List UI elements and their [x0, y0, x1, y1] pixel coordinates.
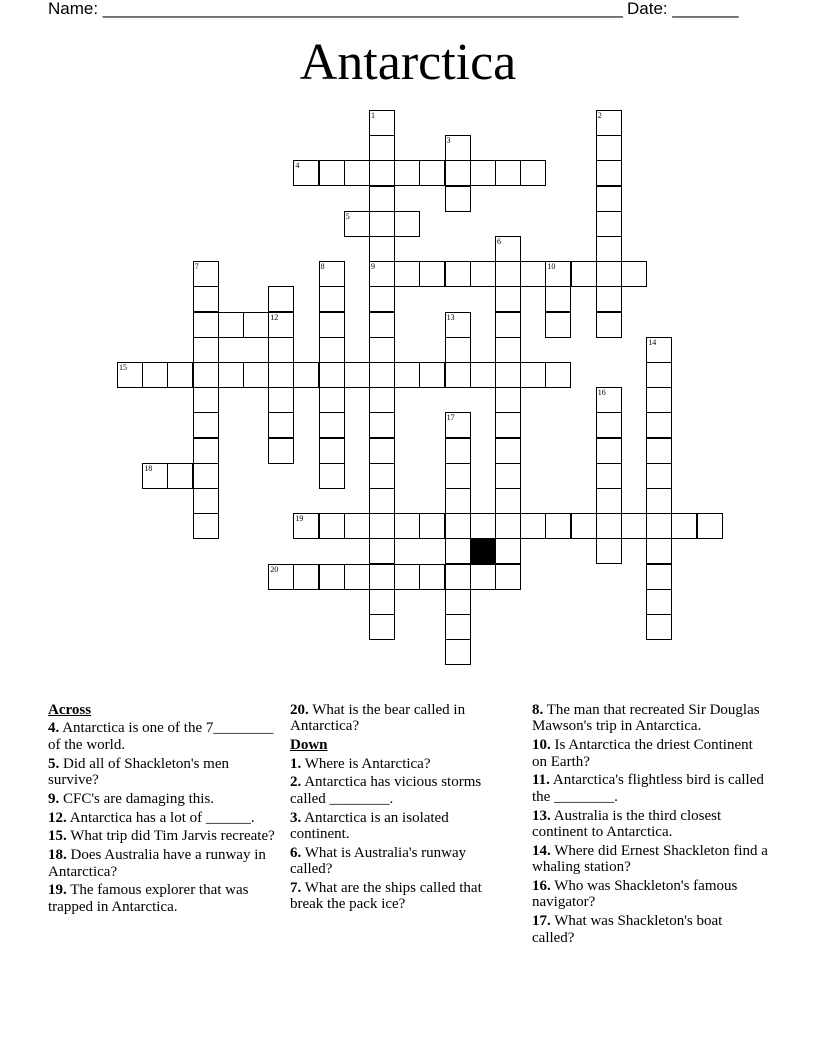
grid-cell[interactable]: [545, 362, 571, 388]
down-clue-13: 13. Australia is the third closest continent to Antarctica.: [532, 807, 722, 841]
grid-cell[interactable]: [596, 186, 622, 212]
grid-cell[interactable]: [646, 513, 672, 539]
clue-number: 16: [597, 388, 606, 398]
grid-cell[interactable]: [394, 211, 420, 237]
down-clue-6: 6. What is Australia's runway called?: [290, 844, 467, 878]
grid-cell[interactable]: [293, 564, 319, 590]
grid-cell[interactable]: [596, 236, 622, 262]
grid-cell[interactable]: [596, 312, 622, 338]
grid-cell[interactable]: [193, 488, 219, 514]
grid-cell[interactable]: [495, 337, 521, 363]
grid-cell[interactable]: [268, 412, 294, 438]
grid-cell[interactable]: [369, 236, 395, 262]
clues-column-1: [48, 702, 278, 918]
grid-cell[interactable]: [596, 160, 622, 186]
grid-cell[interactable]: [646, 362, 672, 388]
grid-cell[interactable]: [369, 564, 395, 590]
grid-cell[interactable]: [445, 186, 471, 212]
grid-cell[interactable]: [470, 564, 496, 590]
black-cell: [470, 538, 496, 564]
grid-cell[interactable]: [646, 438, 672, 464]
clue-number: 2: [597, 111, 602, 120]
grid-cell[interactable]: [268, 286, 294, 312]
grid-cell[interactable]: [445, 614, 471, 640]
grid-cell[interactable]: [394, 564, 420, 590]
grid-cell[interactable]: [419, 564, 445, 590]
grid-cell[interactable]: [369, 286, 395, 312]
clue-number: 12: [270, 312, 279, 322]
grid-cell[interactable]: [344, 513, 370, 539]
grid-cell[interactable]: [495, 538, 521, 564]
grid-cell[interactable]: [596, 286, 622, 312]
grid-cell[interactable]: [218, 312, 244, 338]
grid-cell[interactable]: [344, 564, 370, 590]
grid-cell[interactable]: [369, 261, 395, 287]
across-heading: Across: [48, 702, 92, 718]
grid-cell[interactable]: [495, 438, 521, 464]
grid-cell[interactable]: [596, 387, 622, 413]
grid-cell[interactable]: [445, 463, 471, 489]
grid-cell[interactable]: [218, 362, 244, 388]
grid-cell[interactable]: [445, 362, 471, 388]
grid-cell[interactable]: [319, 463, 345, 489]
grid-cell[interactable]: [571, 513, 597, 539]
grid-cell[interactable]: [193, 513, 219, 539]
across-clue-5: 5. Did all of Shackleton's men survive?: [48, 755, 230, 789]
grid-cell[interactable]: [293, 160, 319, 186]
across-clue-18: 18. Does Australia have a runway in Antarctica?: [48, 847, 266, 880]
clue-number: 20: [270, 564, 279, 574]
grid-cell[interactable]: [495, 362, 521, 388]
grid-cell[interactable]: [445, 412, 471, 438]
grid-cell[interactable]: [369, 463, 395, 489]
grid-cell[interactable]: [596, 488, 622, 514]
grid-cell[interactable]: [470, 513, 496, 539]
clue-number: 14: [648, 337, 657, 347]
grid-cell[interactable]: [671, 513, 697, 539]
down-clue-2: 2. Antarctica has vicious storms called ________.: [290, 774, 482, 807]
grid-cell[interactable]: [268, 362, 294, 388]
grid-cell[interactable]: [495, 236, 521, 262]
grid-cell[interactable]: [369, 538, 395, 564]
down-clue-10: 10. Is Antarctica the driest Continent on Earth?: [532, 737, 753, 770]
grid-cell[interactable]: [646, 564, 672, 590]
grid-cell[interactable]: [646, 337, 672, 363]
grid-cell[interactable]: [193, 362, 219, 388]
grid-cell[interactable]: [193, 337, 219, 363]
grid-cell[interactable]: [545, 513, 571, 539]
grid-cell[interactable]: [369, 312, 395, 338]
grid-cell[interactable]: [293, 362, 319, 388]
grid-cell[interactable]: [193, 463, 219, 489]
grid-cell[interactable]: [520, 160, 546, 186]
clue-number: 18: [144, 463, 153, 473]
clue-number: 13: [446, 312, 455, 322]
grid-cell[interactable]: [369, 160, 395, 186]
grid-cell[interactable]: [596, 412, 622, 438]
grid-cell[interactable]: [445, 438, 471, 464]
grid-cell[interactable]: [243, 362, 269, 388]
down-heading: Down: [290, 737, 328, 754]
down-clue-7: 7. What are the ships called that break the pack ice?: [290, 880, 482, 913]
grid-cell[interactable]: [596, 513, 622, 539]
clue-number: 9: [371, 262, 375, 272]
grid-cell[interactable]: [369, 438, 395, 464]
grid-cell[interactable]: [495, 564, 521, 590]
grid-cell[interactable]: [596, 211, 622, 237]
grid-cell[interactable]: [445, 538, 471, 564]
grid-cell[interactable]: [545, 312, 571, 338]
grid-cell[interactable]: [495, 286, 521, 312]
down-clue-8: 8. The man that recreated Sir Douglas Mawson's trip in Antarctica.: [532, 702, 760, 735]
grid-cell[interactable]: [369, 513, 395, 539]
name-field[interactable]: Name: _______________________________________________________: [48, 0, 623, 18]
grid-cell[interactable]: [495, 412, 521, 438]
grid-cell[interactable]: [394, 160, 420, 186]
across-clue-4: 4. Antarctica is one of the 7________ of the world.: [48, 720, 274, 753]
grid-cell[interactable]: [596, 110, 622, 136]
grid-cell[interactable]: [268, 387, 294, 413]
down-clue-11: 11. Antarctica's flightless bird is called the ________.: [532, 772, 764, 805]
grid-cell[interactable]: [470, 362, 496, 388]
down-clue-1: 1. Where is Antarctica?: [290, 755, 431, 772]
grid-cell[interactable]: [369, 412, 395, 438]
grid-cell[interactable]: [646, 589, 672, 615]
grid-cell[interactable]: [369, 362, 395, 388]
grid-cell[interactable]: [495, 160, 521, 186]
grid-cell[interactable]: [596, 538, 622, 564]
grid-cell[interactable]: [167, 362, 193, 388]
grid-cell[interactable]: [445, 312, 471, 338]
grid-cell[interactable]: [445, 261, 471, 287]
grid-cell[interactable]: [646, 488, 672, 514]
grid-cell[interactable]: [697, 513, 723, 539]
down-clue-17: 17. What was Shackleton's boat called?: [532, 913, 723, 946]
grid-cell[interactable]: [193, 412, 219, 438]
grid-cell[interactable]: [268, 337, 294, 363]
grid-cell[interactable]: [419, 261, 445, 287]
page-title: Antarctica: [299, 34, 517, 91]
grid-cell[interactable]: [344, 211, 370, 237]
grid-cell[interactable]: [571, 261, 597, 287]
down-clue-3: 3. Antarctica is an isolated continent.: [290, 809, 449, 843]
grid-cell[interactable]: [445, 337, 471, 363]
clue-number: 17: [446, 413, 455, 423]
grid-cell[interactable]: [319, 261, 345, 287]
clues-column-2: [290, 702, 510, 915]
grid-cell[interactable]: [545, 261, 571, 287]
grid-cell[interactable]: [193, 312, 219, 338]
grid-cell[interactable]: [369, 337, 395, 363]
grid-cell[interactable]: [646, 387, 672, 413]
grid-cell[interactable]: [596, 261, 622, 287]
clue-number: 10: [547, 262, 556, 272]
grid-cell[interactable]: [445, 160, 471, 186]
grid-cell[interactable]: [445, 513, 471, 539]
clue-number: 3: [446, 136, 451, 146]
grid-cell[interactable]: [319, 564, 345, 590]
grid-cell[interactable]: [319, 513, 345, 539]
grid-cell[interactable]: [419, 160, 445, 186]
grid-cell[interactable]: [268, 564, 294, 590]
grid-cell[interactable]: [369, 110, 395, 136]
grid-cell[interactable]: [193, 438, 219, 464]
clue-number: 5: [345, 211, 350, 221]
grid-cell[interactable]: [193, 387, 219, 413]
grid-cell[interactable]: [394, 513, 420, 539]
grid-cell[interactable]: [495, 261, 521, 287]
clues-column-3: [532, 702, 768, 948]
grid-cell[interactable]: [369, 211, 395, 237]
clue-number: 6: [497, 237, 501, 246]
clue-number: 7: [194, 262, 199, 272]
grid-cell[interactable]: [319, 286, 345, 312]
clue-number: 1: [371, 111, 375, 120]
grid-cell[interactable]: [319, 337, 345, 363]
grid-cell[interactable]: [545, 286, 571, 312]
clue-number: 19: [295, 514, 304, 524]
grid-cell[interactable]: [369, 186, 395, 212]
grid-cell[interactable]: [319, 160, 345, 186]
grid-cell[interactable]: [419, 513, 445, 539]
grid-cell[interactable]: [369, 135, 395, 161]
grid-cell[interactable]: [394, 362, 420, 388]
grid-cell[interactable]: [445, 589, 471, 615]
grid-cell[interactable]: [243, 312, 269, 338]
across-clue-12: 12. Antarctica has a lot of ______.: [48, 809, 255, 826]
grid-cell[interactable]: [142, 463, 168, 489]
down-clue-14: 14. Where did Ernest Shackleton find a whaling station?: [532, 842, 768, 876]
grid-cell[interactable]: [394, 261, 420, 287]
grid-cell[interactable]: [319, 387, 345, 413]
grid-cell[interactable]: [646, 614, 672, 640]
grid-cell[interactable]: [344, 160, 370, 186]
grid-cell[interactable]: [621, 261, 647, 287]
grid-cell[interactable]: [268, 438, 294, 464]
grid-cell[interactable]: [495, 513, 521, 539]
grid-cell[interactable]: [596, 135, 622, 161]
grid-cell[interactable]: [596, 463, 622, 489]
grid-cell[interactable]: [319, 412, 345, 438]
grid-cell[interactable]: [445, 488, 471, 514]
grid-cell[interactable]: [319, 438, 345, 464]
grid-cell[interactable]: [268, 312, 294, 338]
grid-cell[interactable]: [646, 538, 672, 564]
across-clue-15: 15. What trip did Tim Jarvis recreate?: [48, 828, 275, 845]
grid-cell[interactable]: [495, 312, 521, 338]
grid-cell[interactable]: [520, 362, 546, 388]
grid-cell[interactable]: [520, 261, 546, 287]
grid-cell[interactable]: [495, 387, 521, 413]
clue-number: 4: [295, 161, 300, 171]
grid-cell[interactable]: [319, 362, 345, 388]
grid-cell[interactable]: [646, 463, 672, 489]
grid-cell[interactable]: [344, 362, 370, 388]
grid-cell[interactable]: [445, 135, 471, 161]
grid-cell[interactable]: [369, 387, 395, 413]
across-clue-20: 20. What is the bear called in Antarctica?: [290, 702, 466, 735]
grid-cell[interactable]: [193, 286, 219, 312]
grid-cell[interactable]: [319, 312, 345, 338]
grid-cell[interactable]: [495, 488, 521, 514]
clue-number: 15: [119, 363, 127, 372]
grid-cell[interactable]: [369, 614, 395, 640]
down-clue-16: 16. Who was Shackleton's famous navigator?: [532, 878, 738, 911]
date-field[interactable]: Date: _______: [627, 0, 739, 18]
grid-cell[interactable]: [293, 513, 319, 539]
grid-cell[interactable]: [470, 160, 496, 186]
grid-cell[interactable]: [445, 639, 471, 665]
grid-cell[interactable]: [117, 362, 143, 388]
across-clue-9: 9. CFC's are damaging this.: [48, 790, 215, 807]
across-clue-19: 19. The famous explorer that was trapped in Antarctica.: [48, 882, 249, 915]
grid-cell[interactable]: [445, 564, 471, 590]
grid-cell[interactable]: [520, 513, 546, 539]
grid-cell[interactable]: [167, 463, 193, 489]
grid-cell[interactable]: [495, 463, 521, 489]
grid-cell[interactable]: [193, 261, 219, 287]
grid-cell[interactable]: [596, 438, 622, 464]
clue-number: 8: [320, 262, 325, 272]
grid-cell[interactable]: [369, 488, 395, 514]
grid-cell[interactable]: [142, 362, 168, 388]
grid-cell[interactable]: [621, 513, 647, 539]
grid-cell[interactable]: [646, 412, 672, 438]
grid-cell[interactable]: [470, 261, 496, 287]
grid-cell[interactable]: [369, 589, 395, 615]
grid-cell[interactable]: [419, 362, 445, 388]
